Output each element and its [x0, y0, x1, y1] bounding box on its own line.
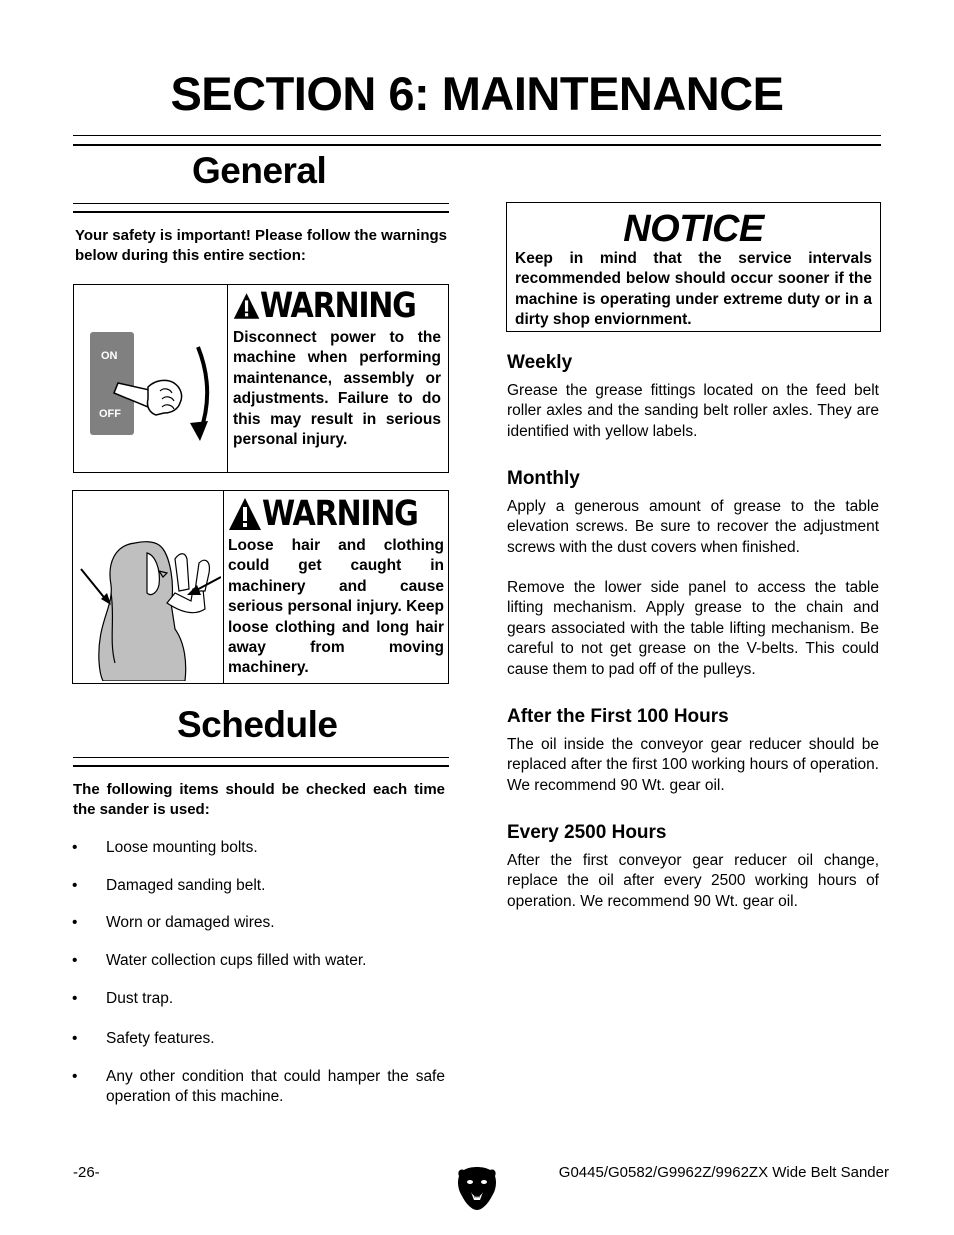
- general-rule-top: [73, 203, 449, 204]
- title-rule-top: [73, 135, 881, 136]
- warning-label-2: [228, 495, 444, 533]
- long-hair-illustration: [75, 493, 221, 681]
- monthly-heading: Monthly: [507, 468, 580, 489]
- schedule-heading: Schedule: [177, 704, 338, 745]
- list-item: [72, 876, 445, 896]
- bullet-marker: •: [72, 1068, 78, 1085]
- bullet-marker: •: [72, 914, 78, 931]
- notice-label: NOTICE: [623, 208, 764, 250]
- bullet-marker: •: [72, 839, 78, 856]
- warning-box-divider: [223, 491, 224, 683]
- power-switch-icon: [76, 287, 226, 469]
- notice-box: [506, 202, 881, 332]
- schedule-rule-bottom: [73, 765, 449, 767]
- every-2500-hours-text: After the first conveyor gear reducer oil change, replace the oil after every 2500 working hours of operation. We recommend 90 Wt. gear oil.: [507, 852, 879, 910]
- warning-triangle-icon: [233, 288, 260, 324]
- model-footer: G0445/G0582/G9962Z/9962ZX Wide Belt Sander: [558, 1164, 889, 1181]
- page-number: -26-: [73, 1164, 100, 1181]
- list-item-text: Water collection cups filled with water.: [106, 951, 367, 969]
- list-item: [72, 838, 445, 858]
- long-hair-person-icon: [75, 493, 221, 681]
- power-switch-illustration: [76, 287, 226, 469]
- list-item: [72, 951, 445, 971]
- list-item: [72, 913, 445, 933]
- switch-on-label: ON: [101, 350, 118, 362]
- every-2500-hours-heading: Every 2500 Hours: [507, 822, 667, 843]
- general-heading: General: [192, 150, 327, 191]
- list-item-text: Any other condition that could hamper the safe operation of this machine.: [106, 1068, 445, 1105]
- warning-box-power: [73, 284, 449, 473]
- schedule-rule-top: [73, 757, 449, 758]
- warning-text-2: Loose hair and clothing could get caught in machinery and cause serious personal injury. Keep loose clothing and long hair away from moving machinery.: [228, 537, 444, 677]
- bear-logo-icon: [456, 1164, 498, 1212]
- notice-text: Keep in mind that the service intervals recommended below should occur sooner if the machine is operating under extreme duty or in a dirty shop enviornment.: [515, 250, 872, 329]
- list-item-text: Loose mounting bolts.: [106, 839, 258, 856]
- schedule-intro: The following items should be checked each time the sander is used:: [73, 781, 445, 818]
- list-item-text: Worn or damaged wires.: [106, 914, 275, 931]
- schedule-list: [72, 838, 445, 1106]
- monthly-text-1: Apply a generous amount of grease to the table elevation screws. Be sure to recover the adjustment screws with the dust covers when finished.: [507, 498, 879, 556]
- list-item-text: Damaged sanding belt.: [106, 876, 266, 894]
- list-item-text: Safety features.: [106, 1029, 215, 1047]
- monthly-text-2: Remove the lower side panel to access the table lifting mechanism. Apply grease to the chain and gears associated with the table lifting mechanism. Be careful to not get grease on the V-belts. This could cause them to pad off of the pulleys.: [507, 579, 879, 678]
- first-100-hours-heading: After the First 100 Hours: [507, 706, 729, 727]
- weekly-text: Grease the grease fittings located on the feed belt roller axles and the sanding belt roller axles. They are identified with yellow labels.: [507, 382, 879, 440]
- list-item: [72, 989, 445, 1009]
- bullet-marker: •: [72, 1029, 78, 1047]
- warning-word: WARNING: [262, 494, 418, 534]
- warning-box-hair: [72, 490, 449, 684]
- list-item: [72, 1067, 445, 1106]
- list-item-text: Dust trap.: [106, 990, 174, 1007]
- general-rule-bottom: [73, 211, 449, 213]
- warning-label-1: [233, 287, 441, 325]
- warning-triangle-icon: [228, 496, 262, 532]
- bear-logo: [456, 1164, 498, 1212]
- list-item: [72, 1029, 445, 1049]
- warning-text-1: Disconnect power to the machine when performing maintenance, assembly or adjustments. Failure to do this may result in serious personal injury.: [233, 329, 441, 449]
- title-rule-bottom: [73, 144, 881, 146]
- section-title: SECTION 6: MAINTENANCE: [170, 67, 784, 120]
- weekly-heading: Weekly: [507, 352, 573, 373]
- bullet-marker: •: [72, 990, 78, 1007]
- bullet-marker: •: [72, 951, 78, 969]
- first-100-hours-text: The oil inside the conveyor gear reducer should be replaced after the first 100 working hours of operation. We recommend 90 Wt. gear oil.: [507, 736, 879, 794]
- warning-word: WARNING: [260, 286, 416, 326]
- switch-off-label: OFF: [99, 408, 121, 420]
- bullet-marker: •: [72, 876, 78, 894]
- warning-box-divider: [227, 285, 228, 472]
- general-intro: Your safety is important! Please follow the warnings below during this entire section:: [75, 227, 447, 264]
